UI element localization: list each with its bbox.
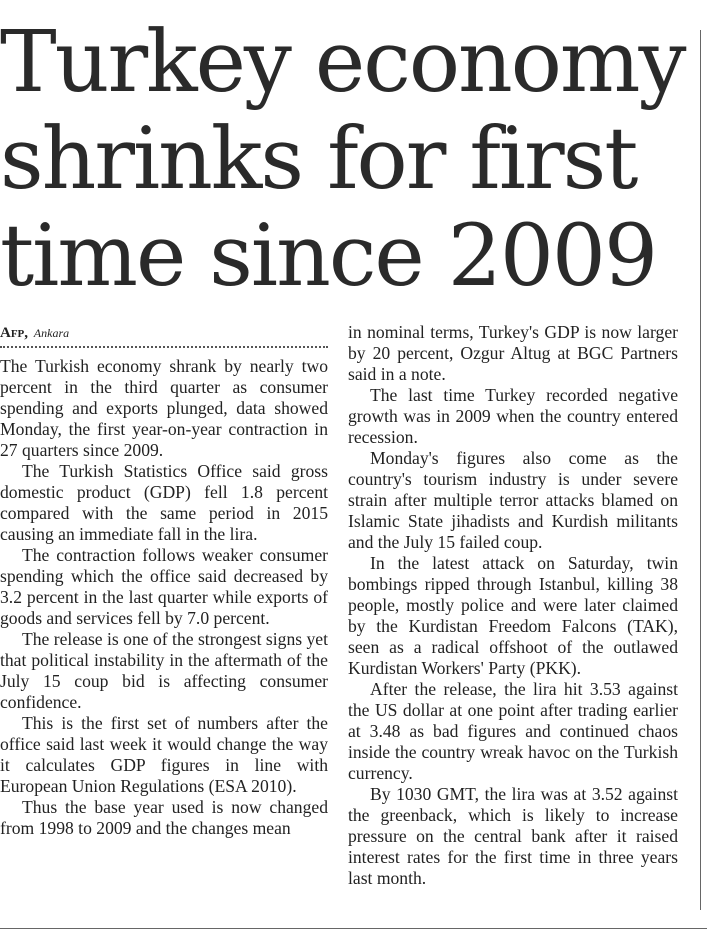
article-paragraph: The Turkish Statistics Office said gross domestic product (GDP) fell 1.8 percent compared with the same period in 2015 causing an immediate fall in the lira. bbox=[0, 461, 328, 544]
article-paragraph: Monday's figures also come as the country's tourism industry is under severe strain after multiple terror attacks blamed on Islamic State jihadists and Kurdish militants and the July 15 failed coup. bbox=[348, 448, 678, 552]
bottom-rule bbox=[0, 928, 707, 929]
headline-line-1: Turkey economy bbox=[0, 13, 685, 112]
article-paragraph: In the latest attack on Saturday, twin bombings ripped through Istanbul, killing 38 people, mostly police and were later claimed by the Kurdistan Freedom Falcons (TAK), seen as a radical offshoot of the outlawed Kurdistan Workers' Party (PKK). bbox=[348, 553, 678, 678]
article-paragraph: The release is one of the strongest signs yet that political instability in the aftermath of the July 15 coup bid is affecting consumer confidence. bbox=[0, 629, 328, 712]
article-paragraph: The last time Turkey recorded negative growth was in 2009 when the country entered recession. bbox=[348, 385, 678, 447]
article-paragraph: in nominal terms, Turkey's GDP is now larger by 20 percent, Ozgur Altug at BGC Partners said in a note. bbox=[348, 322, 678, 384]
article-paragraph: By 1030 GMT, the lira was at 3.52 against the greenback, which is likely to increase pressure on the central bank after it raised interest rates for the first time in three years last month. bbox=[348, 784, 678, 888]
article-paragraph: The Turkish economy shrank by nearly two percent in the third quarter as consumer spending and exports plunged, data showed Monday, the first year-on-year contraction in 27 quarters since 2009. bbox=[0, 356, 328, 460]
headline-line-3: time since 2009 bbox=[0, 207, 657, 306]
article-paragraph: This is the first set of numbers after the office said last week it would change the way it calculates GDP figures in line with European Union Regulations (ESA 2010). bbox=[0, 713, 328, 796]
column-rule bbox=[700, 30, 701, 910]
article-paragraph: Thus the base year used is now changed from 1998 to 2009 and the changes mean bbox=[0, 797, 328, 838]
headline-line-2: shrinks for first bbox=[0, 110, 637, 209]
byline-location: Ankara bbox=[33, 326, 70, 340]
article-column-right bbox=[348, 322, 678, 889]
article-paragraph: The contraction follows weaker consumer spending which the office said decreased by 3.2 percent in the last quarter while exports of goods and services fell by 7.0 percent. bbox=[0, 545, 328, 628]
article-paragraph: After the release, the lira hit 3.53 against the US dollar at one point after trading earlier at 3.48 as bad figures and continued chaos inside the country wreak havoc on the Turkish currency. bbox=[348, 679, 678, 783]
byline-agency: Afp, bbox=[0, 325, 29, 341]
headline bbox=[0, 14, 700, 305]
byline-divider bbox=[0, 346, 328, 348]
byline bbox=[0, 322, 328, 344]
article-column-left bbox=[0, 322, 328, 839]
